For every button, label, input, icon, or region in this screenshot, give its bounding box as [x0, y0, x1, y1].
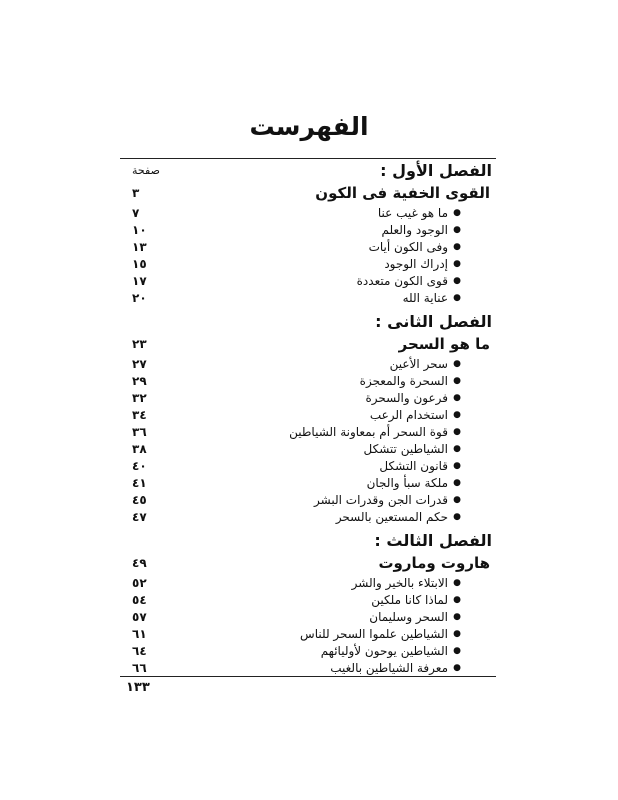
toc-entry — [120, 204, 496, 221]
page-number: ٤٥ — [132, 492, 147, 507]
chapter-heading — [120, 529, 496, 552]
bullet-icon: ● — [453, 426, 461, 437]
entry-title: الشياطين يوحون لأوليائهم — [320, 643, 448, 658]
toc-entry — [120, 238, 496, 255]
page-number: ٧ — [132, 205, 140, 220]
table-of-contents — [120, 159, 496, 676]
footer-page-number: ١٣٣ — [126, 680, 150, 695]
section-title: ما هو السحر — [398, 335, 490, 353]
bullet-icon: ● — [453, 662, 461, 673]
toc-entry — [120, 272, 496, 289]
bullet-icon: ● — [453, 628, 461, 639]
section-heading — [120, 333, 496, 355]
bullet-icon: ● — [453, 392, 461, 403]
section-title: هاروت وماروت — [378, 554, 490, 572]
chapter-title: الفصل الأول : — [380, 161, 492, 180]
section-heading — [120, 552, 496, 574]
bullet-icon: ● — [453, 477, 461, 488]
page-number: ٦٤ — [132, 643, 147, 658]
page-number: ٥٧ — [132, 609, 147, 624]
entry-title: إدراك الوجود — [384, 256, 448, 271]
page-number: ٥٢ — [132, 575, 147, 590]
bullet-icon: ● — [453, 275, 461, 286]
page-number: ٦٦ — [132, 660, 147, 675]
section-heading — [120, 182, 496, 204]
page-number: ٤٠ — [132, 458, 147, 473]
bullet-icon: ● — [453, 611, 461, 622]
bullet-icon: ● — [453, 241, 461, 252]
toc-entry — [120, 389, 496, 406]
chapter-heading — [120, 310, 496, 333]
page-number: ٦١ — [132, 626, 147, 641]
page-number: ٤٩ — [132, 556, 147, 570]
bullet-icon: ● — [453, 358, 461, 369]
entry-title: الوجود والعلم — [381, 222, 448, 237]
toc-entry — [120, 289, 496, 306]
page-number: ١٧ — [132, 273, 147, 288]
entry-title: الشياطين تتشكل — [363, 441, 448, 456]
chapter-title: الفصل الثالث : — [374, 531, 492, 550]
toc-entry — [120, 372, 496, 389]
toc-entry — [120, 423, 496, 440]
page-number: ٣٦ — [132, 424, 147, 439]
entry-title: ملكة سبأ والجان — [366, 475, 448, 490]
page-number: ٢٠ — [132, 290, 147, 305]
entry-title: لماذا كانا ملكين — [371, 592, 448, 607]
page-number: ٣٢ — [132, 390, 147, 405]
page-number: ٢٧ — [132, 356, 147, 371]
entry-title: قوة السحر أم بمعاونة الشياطين — [289, 424, 448, 439]
entry-title: وفى الكون أيات — [368, 239, 448, 254]
toc-entry — [120, 508, 496, 525]
entry-title: الابتلاء بالخير والشر — [351, 575, 448, 590]
chapter-heading — [120, 159, 496, 182]
bullet-icon: ● — [453, 292, 461, 303]
page-number: ٢٣ — [132, 337, 147, 351]
entry-title: الشياطين علموا السحر للناس — [300, 626, 448, 641]
bullet-icon: ● — [453, 375, 461, 386]
entry-title: استخدام الرعب — [369, 407, 448, 422]
bullet-icon: ● — [453, 594, 461, 605]
bullet-icon: ● — [453, 460, 461, 471]
toc-entry — [120, 574, 496, 591]
page-number: ١٣ — [132, 239, 147, 254]
page-number: ٣٨ — [132, 441, 147, 456]
entry-title: السحرة والمعجزة — [359, 373, 448, 388]
bullet-icon: ● — [453, 645, 461, 656]
toc-entry — [120, 608, 496, 625]
toc-entry — [120, 355, 496, 372]
toc-entry — [120, 440, 496, 457]
entry-title: قوى الكون متعددة — [356, 273, 448, 288]
page-number: ٤٧ — [132, 509, 147, 524]
page-number: ١٥ — [132, 256, 147, 271]
toc-entry — [120, 625, 496, 642]
entry-title: عناية الله — [402, 290, 448, 305]
toc-entry — [120, 642, 496, 659]
bullet-icon: ● — [453, 258, 461, 269]
page-number: ٢٩ — [132, 373, 147, 388]
page-number: ١٠ — [132, 222, 147, 237]
bullet-icon: ● — [453, 511, 461, 522]
entry-title: سحر الأعين — [389, 356, 448, 371]
bullet-icon: ● — [453, 494, 461, 505]
toc-entry — [120, 591, 496, 608]
toc-entry — [120, 491, 496, 508]
toc-entry — [120, 457, 496, 474]
entry-title: قدرات الجن وقدرات البشر — [314, 492, 448, 507]
section-title: القوى الخفية فى الكون — [315, 184, 490, 202]
bullet-icon: ● — [453, 443, 461, 454]
entry-title: فرعون والسحرة — [365, 390, 448, 405]
entry-title: حكم المستعين بالسحر — [335, 509, 448, 524]
page-number: ٣ — [132, 186, 140, 200]
page-column-label: صفحة — [132, 164, 160, 177]
entry-title: ما هو غيب عنا — [377, 205, 448, 220]
page-number: ٤١ — [132, 475, 147, 490]
toc-entry — [120, 255, 496, 272]
entry-title: قانون التشكل — [379, 458, 448, 473]
page-title: الفهرست — [249, 112, 369, 141]
page-number: ٣٤ — [132, 407, 147, 422]
toc-entry — [120, 406, 496, 423]
page-number: ٥٤ — [132, 592, 147, 607]
toc-entry — [120, 221, 496, 238]
toc-entry — [120, 474, 496, 491]
toc-entry — [120, 659, 496, 676]
entry-title: معرفة الشياطين بالغيب — [330, 660, 448, 675]
bullet-icon: ● — [453, 224, 461, 235]
chapter-title: الفصل الثانى : — [375, 312, 492, 331]
entry-title: السحر وسليمان — [369, 609, 448, 624]
bottom-divider — [120, 676, 496, 677]
bullet-icon: ● — [453, 207, 461, 218]
bullet-icon: ● — [453, 577, 461, 588]
bullet-icon: ● — [453, 409, 461, 420]
